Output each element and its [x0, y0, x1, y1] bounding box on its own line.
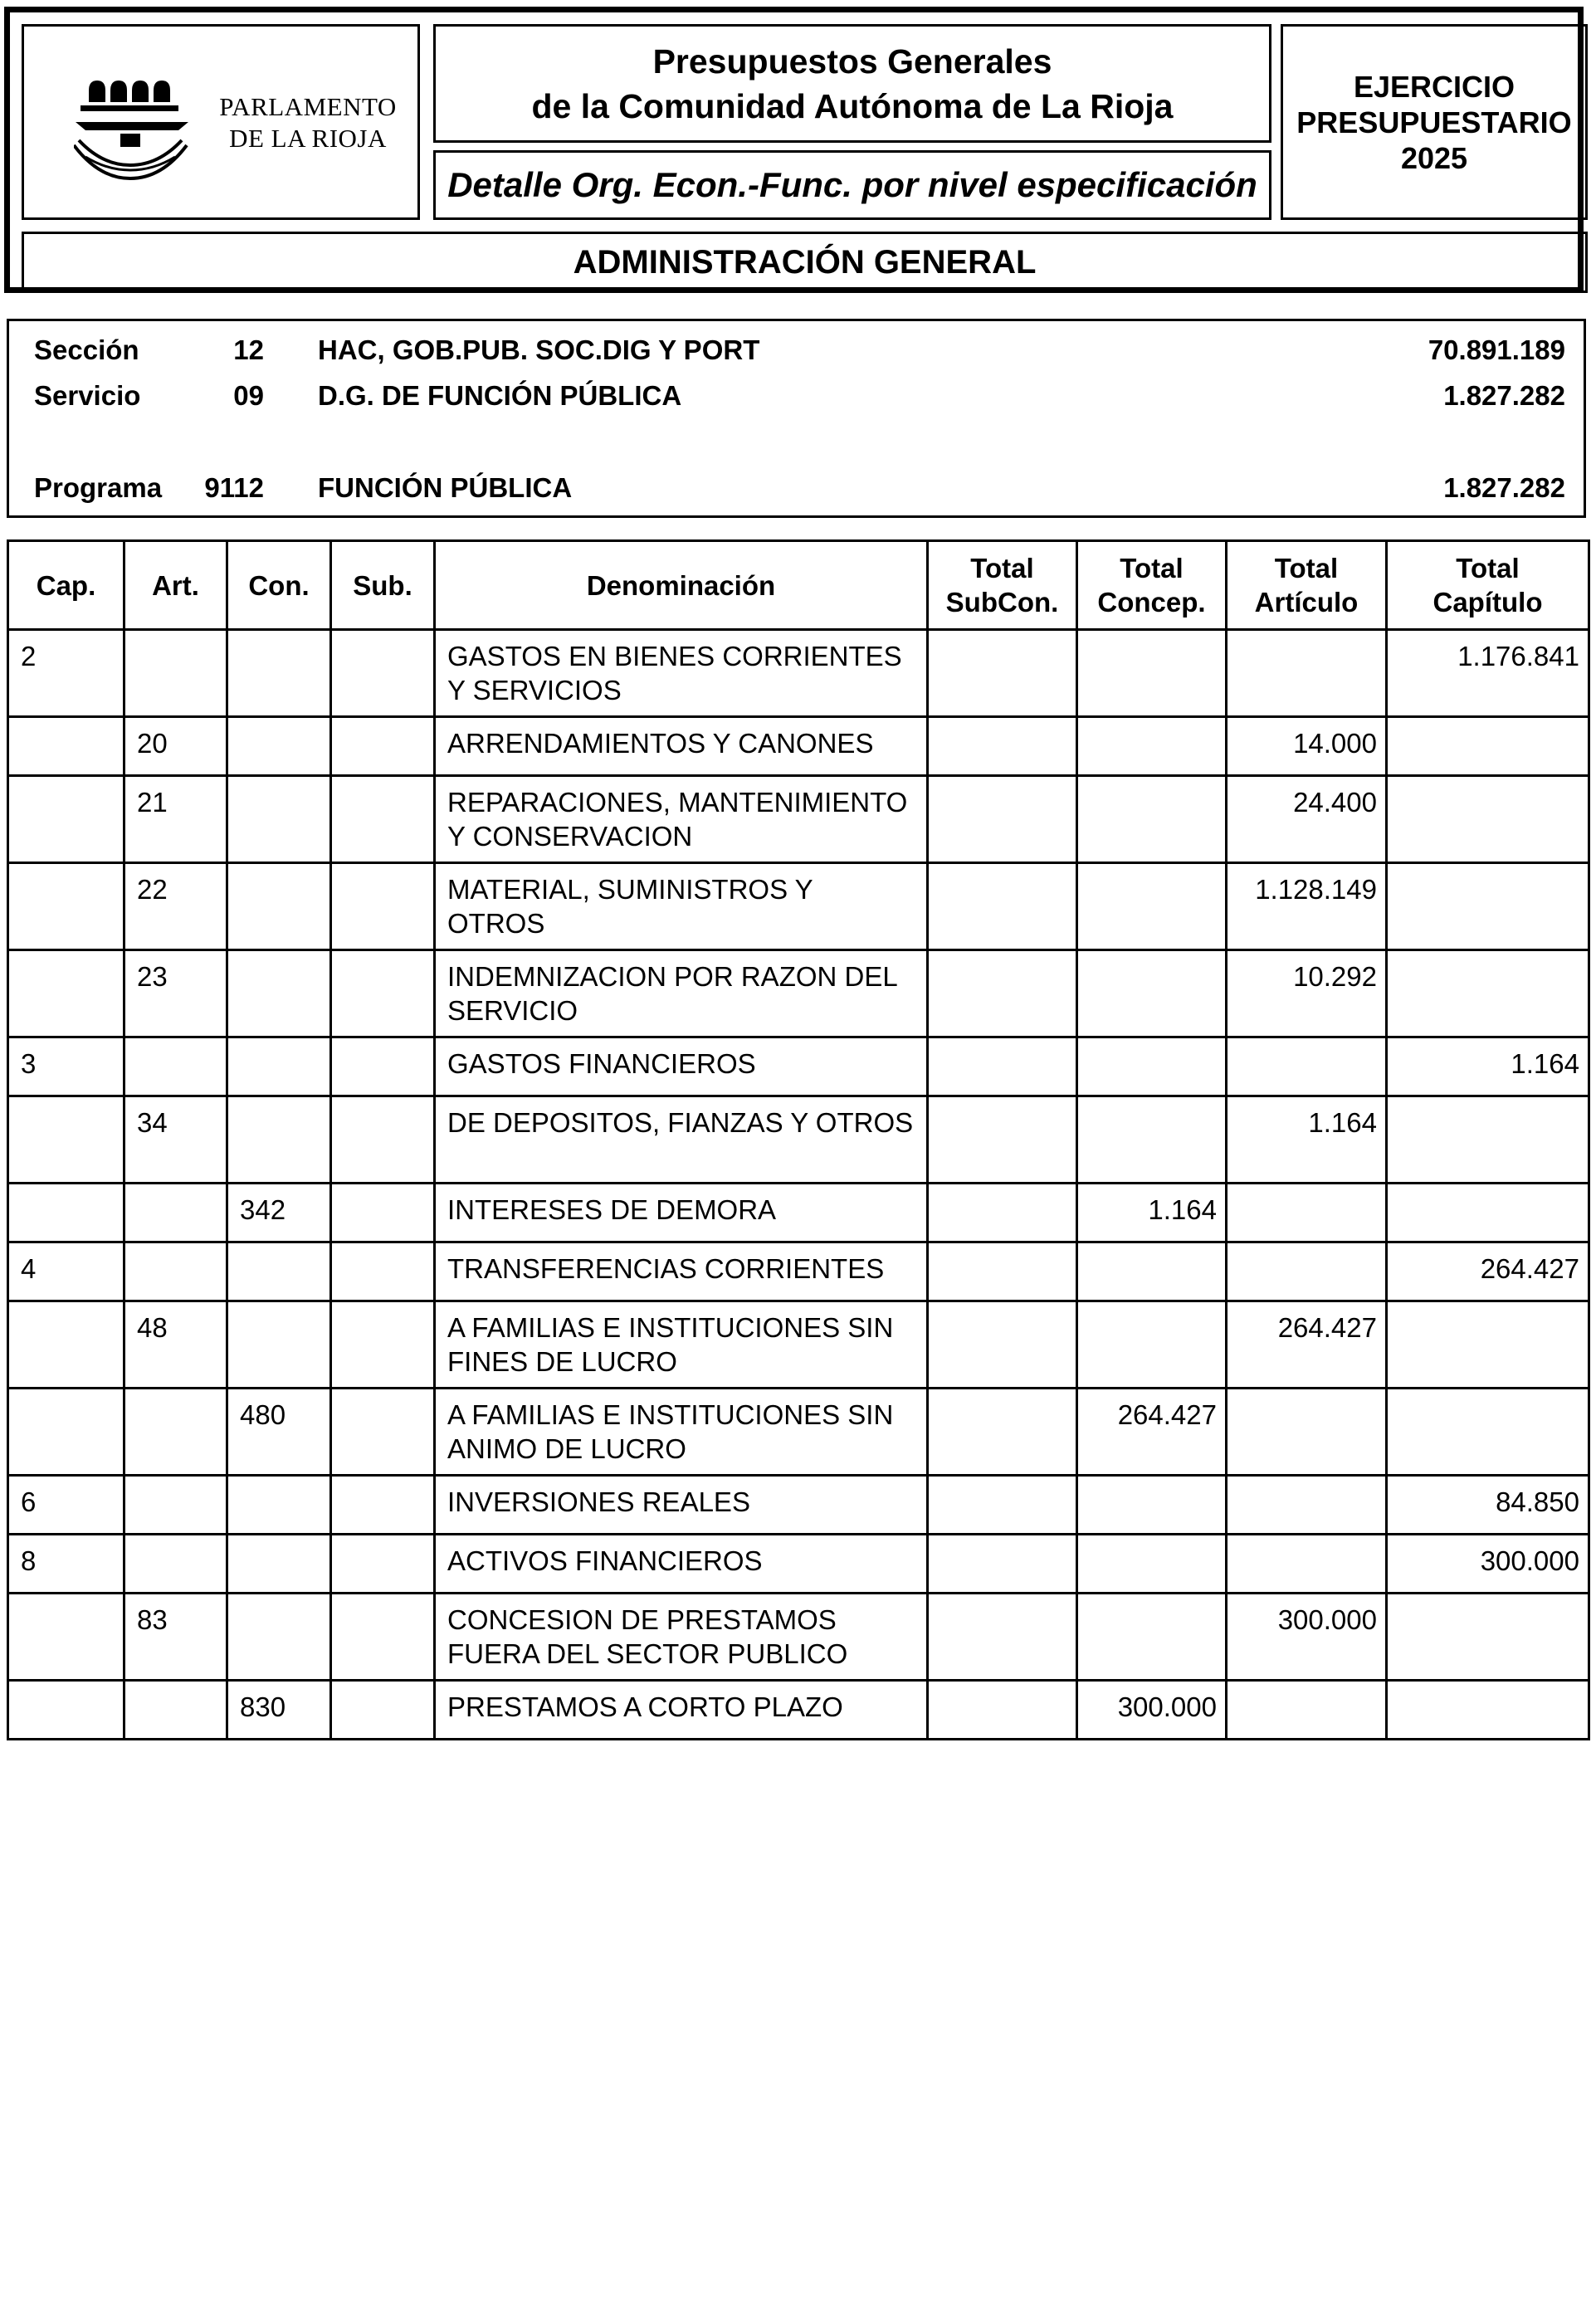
cell-con — [227, 776, 331, 863]
cell-con — [227, 1594, 331, 1681]
cell-sub — [331, 1301, 435, 1389]
cell-total-concep: 1.164 — [1077, 1184, 1227, 1242]
cell-cap — [8, 1096, 124, 1184]
cell-total-concep — [1077, 950, 1227, 1037]
cell-total-subcon — [928, 1242, 1077, 1301]
cell-con — [227, 1242, 331, 1301]
table-row — [8, 1535, 1589, 1594]
cell-con — [227, 1037, 331, 1096]
cell-art: 22 — [124, 863, 227, 950]
cell-con: 830 — [227, 1681, 331, 1740]
program-info — [7, 319, 1586, 518]
document-header — [4, 7, 1584, 293]
table-row — [8, 1681, 1589, 1740]
cell-cap — [8, 950, 124, 1037]
header-total-concep-line-2: Concep. — [1097, 587, 1206, 617]
cell-denominacion: A FAMILIAS E INSTITUCIONES SIN FINES DE LUCRO — [435, 1301, 928, 1389]
cell-total-capitulo — [1387, 1301, 1589, 1389]
cell-total-concep — [1077, 863, 1227, 950]
header-total-subcon — [928, 541, 1077, 630]
cell-total-articulo — [1227, 1037, 1387, 1096]
cell-cap — [8, 1301, 124, 1389]
cell-total-articulo — [1227, 1184, 1387, 1242]
cell-art: 20 — [124, 717, 227, 776]
cell-art — [124, 1242, 227, 1301]
cell-total-capitulo: 264.427 — [1387, 1242, 1589, 1301]
cell-total-capitulo: 300.000 — [1387, 1535, 1589, 1594]
cell-cap: 2 — [8, 630, 124, 717]
cell-denominacion: MATERIAL, SUMINISTROS Y OTROS — [435, 863, 928, 950]
subtitle-text: Detalle Org. Econ.-Func. por nivel especificación — [447, 165, 1257, 204]
cell-total-subcon — [928, 1037, 1077, 1096]
cell-denominacion: REPARACIONES, MANTENIMIENTO Y CONSERVACION — [435, 776, 928, 863]
title-line-2: de la Comunidad Autónoma de La Rioja — [531, 86, 1174, 125]
logo-panel — [22, 24, 420, 220]
cell-total-capitulo — [1387, 1681, 1589, 1740]
cell-total-articulo — [1227, 1389, 1387, 1476]
cell-total-articulo: 264.427 — [1227, 1301, 1387, 1389]
table-row — [8, 630, 1589, 717]
cell-total-concep — [1077, 1476, 1227, 1535]
table-row — [8, 1037, 1589, 1096]
cell-denominacion: A FAMILIAS E INSTITUCIONES SIN ANIMO DE LUCRO — [435, 1389, 928, 1476]
logo-line-1: PARLAMENTO — [219, 92, 397, 121]
cell-total-subcon — [928, 1096, 1077, 1184]
cell-total-articulo: 300.000 — [1227, 1594, 1387, 1681]
cell-art — [124, 1389, 227, 1476]
cell-total-subcon — [928, 1389, 1077, 1476]
cell-sub — [331, 1242, 435, 1301]
servicio-label: Servicio — [34, 380, 141, 411]
cell-con — [227, 630, 331, 717]
table-row — [8, 1242, 1589, 1301]
cell-denominacion: ACTIVOS FINANCIEROS — [435, 1535, 928, 1594]
cell-total-articulo — [1227, 630, 1387, 717]
cell-cap — [8, 1184, 124, 1242]
cell-sub — [331, 950, 435, 1037]
header-total-capitulo — [1387, 541, 1589, 630]
cell-cap — [8, 1681, 124, 1740]
cell-denominacion: PRESTAMOS A CORTO PLAZO — [435, 1681, 928, 1740]
table-row — [8, 1184, 1589, 1242]
table-header-row — [8, 541, 1589, 630]
cell-sub — [331, 1096, 435, 1184]
cell-cap — [8, 863, 124, 950]
cell-total-subcon — [928, 1476, 1077, 1535]
cell-cap — [8, 1594, 124, 1681]
cell-total-concep — [1077, 776, 1227, 863]
cell-con — [227, 1301, 331, 1389]
programa-amount: 1.827.282 — [1443, 472, 1565, 503]
header-sub: Sub. — [331, 541, 435, 630]
cell-denominacion: ARRENDAMIENTOS Y CANONES — [435, 717, 928, 776]
cell-cap: 6 — [8, 1476, 124, 1535]
header-total-capitulo-line-1: Total — [1456, 553, 1520, 583]
cell-art: 21 — [124, 776, 227, 863]
administration-text: ADMINISTRACIÓN GENERAL — [573, 243, 1037, 281]
table-row — [8, 1594, 1589, 1681]
cell-total-capitulo: 84.850 — [1387, 1476, 1589, 1535]
cell-total-capitulo — [1387, 1389, 1589, 1476]
cell-con: 480 — [227, 1389, 331, 1476]
header-total-subcon-line-1: Total — [970, 553, 1034, 583]
budget-table — [7, 539, 1590, 1740]
cell-total-concep — [1077, 1301, 1227, 1389]
cell-con — [227, 1535, 331, 1594]
cell-art: 83 — [124, 1594, 227, 1681]
cell-total-concep — [1077, 1242, 1227, 1301]
cell-total-articulo: 10.292 — [1227, 950, 1387, 1037]
cell-art — [124, 1681, 227, 1740]
cell-total-subcon — [928, 1681, 1077, 1740]
document-title — [433, 24, 1271, 143]
cell-total-subcon — [928, 863, 1077, 950]
programa-name: FUNCIÓN PÚBLICA — [318, 472, 573, 503]
programa-row — [9, 472, 1584, 505]
table-row — [8, 863, 1589, 950]
cell-sub — [331, 1037, 435, 1096]
cell-total-articulo: 1.164 — [1227, 1096, 1387, 1184]
cell-sub — [331, 1184, 435, 1242]
table-row — [8, 950, 1589, 1037]
cell-denominacion: GASTOS FINANCIEROS — [435, 1037, 928, 1096]
cell-total-subcon — [928, 1301, 1077, 1389]
cell-art — [124, 630, 227, 717]
header-denominacion: Denominación — [435, 541, 928, 630]
cell-total-capitulo — [1387, 1594, 1589, 1681]
table-row — [8, 1389, 1589, 1476]
cell-total-capitulo — [1387, 863, 1589, 950]
cell-total-articulo: 1.128.149 — [1227, 863, 1387, 950]
cell-sub — [331, 1535, 435, 1594]
cell-con: 342 — [227, 1184, 331, 1242]
seccion-code: 12 — [233, 334, 264, 365]
cell-total-capitulo — [1387, 1184, 1589, 1242]
cell-sub — [331, 1594, 435, 1681]
cell-total-concep: 264.427 — [1077, 1389, 1227, 1476]
logo-text — [208, 91, 408, 154]
servicio-amount: 1.827.282 — [1443, 380, 1565, 411]
seccion-name: HAC, GOB.PUB. SOC.DIG Y PORT — [318, 334, 760, 365]
cell-art — [124, 1184, 227, 1242]
cell-total-capitulo: 1.164 — [1387, 1037, 1589, 1096]
header-art: Art. — [124, 541, 227, 630]
servicio-name: D.G. DE FUNCIÓN PÚBLICA — [318, 380, 682, 411]
cell-con — [227, 1096, 331, 1184]
cell-cap — [8, 776, 124, 863]
administration-banner — [22, 232, 1588, 293]
cell-denominacion: DE DEPOSITOS, FIANZAS Y OTROS — [435, 1096, 928, 1184]
cell-total-subcon — [928, 950, 1077, 1037]
cell-total-concep — [1077, 1535, 1227, 1594]
cell-total-capitulo: 1.176.841 — [1387, 630, 1589, 717]
document-subtitle — [433, 150, 1271, 220]
header-total-capitulo-line-2: Capítulo — [1432, 587, 1543, 617]
ejercicio-line-1: EJERCICIO — [1353, 69, 1515, 104]
cell-total-concep: 300.000 — [1077, 1681, 1227, 1740]
parliament-emblem-icon — [74, 72, 207, 188]
seccion-row — [9, 334, 1584, 368]
cell-con — [227, 1476, 331, 1535]
cell-total-concep — [1077, 1594, 1227, 1681]
cell-cap: 3 — [8, 1037, 124, 1096]
cell-total-subcon — [928, 776, 1077, 863]
servicio-row — [9, 380, 1584, 413]
cell-art: 34 — [124, 1096, 227, 1184]
header-total-concep-line-1: Total — [1120, 553, 1184, 583]
cell-total-subcon — [928, 1184, 1077, 1242]
cell-cap: 8 — [8, 1535, 124, 1594]
cell-total-articulo — [1227, 1242, 1387, 1301]
cell-total-articulo: 14.000 — [1227, 717, 1387, 776]
cell-cap — [8, 717, 124, 776]
header-total-articulo-line-1: Total — [1274, 553, 1339, 583]
logo-line-2: DE LA RIOJA — [229, 124, 387, 153]
ejercicio-year: 2025 — [1400, 140, 1468, 175]
table-row — [8, 1301, 1589, 1389]
cell-cap — [8, 1389, 124, 1476]
cell-con — [227, 717, 331, 776]
title-line-1: Presupuestos Generales — [652, 41, 1052, 81]
cell-con — [227, 863, 331, 950]
cell-total-subcon — [928, 1594, 1077, 1681]
cell-total-concep — [1077, 717, 1227, 776]
header-cap: Cap. — [8, 541, 124, 630]
header-con: Con. — [227, 541, 331, 630]
fiscal-year-panel — [1281, 24, 1588, 220]
cell-con — [227, 950, 331, 1037]
seccion-label: Sección — [34, 334, 139, 365]
cell-total-articulo — [1227, 1535, 1387, 1594]
cell-total-subcon — [928, 630, 1077, 717]
cell-art — [124, 1476, 227, 1535]
cell-total-concep — [1077, 1096, 1227, 1184]
cell-total-articulo — [1227, 1476, 1387, 1535]
cell-total-articulo — [1227, 1681, 1387, 1740]
cell-sub — [331, 776, 435, 863]
ejercicio-line-2: PRESUPUESTARIO — [1296, 105, 1572, 139]
cell-total-concep — [1077, 630, 1227, 717]
cell-art — [124, 1535, 227, 1594]
cell-denominacion: CONCESION DE PRESTAMOS FUERA DEL SECTOR PUBLICO — [435, 1594, 928, 1681]
cell-total-capitulo — [1387, 950, 1589, 1037]
cell-sub — [331, 717, 435, 776]
cell-art: 23 — [124, 950, 227, 1037]
cell-sub — [331, 630, 435, 717]
cell-sub — [331, 1681, 435, 1740]
table-row — [8, 1096, 1589, 1184]
header-total-subcon-line-2: SubCon. — [945, 587, 1059, 617]
cell-sub — [331, 1389, 435, 1476]
cell-sub — [331, 863, 435, 950]
programa-label: Programa — [34, 472, 163, 503]
cell-denominacion: TRANSFERENCIAS CORRIENTES — [435, 1242, 928, 1301]
cell-denominacion: INDEMNIZACION POR RAZON DEL SERVICIO — [435, 950, 928, 1037]
cell-total-subcon — [928, 1535, 1077, 1594]
cell-denominacion: GASTOS EN BIENES CORRIENTES Y SERVICIOS — [435, 630, 928, 717]
cell-denominacion: INTERESES DE DEMORA — [435, 1184, 928, 1242]
header-total-articulo — [1227, 541, 1387, 630]
cell-total-capitulo — [1387, 717, 1589, 776]
header-total-concep — [1077, 541, 1227, 630]
cell-art — [124, 1037, 227, 1096]
cell-total-subcon — [928, 717, 1077, 776]
cell-total-articulo: 24.400 — [1227, 776, 1387, 863]
cell-cap: 4 — [8, 1242, 124, 1301]
cell-total-concep — [1077, 1037, 1227, 1096]
cell-art: 48 — [124, 1301, 227, 1389]
programa-code: 9112 — [204, 472, 264, 503]
table-row — [8, 1476, 1589, 1535]
header-total-articulo-line-2: Artículo — [1254, 587, 1359, 617]
cell-total-capitulo — [1387, 776, 1589, 863]
table-row — [8, 776, 1589, 863]
servicio-code: 09 — [233, 380, 264, 411]
cell-sub — [331, 1476, 435, 1535]
seccion-amount: 70.891.189 — [1428, 334, 1565, 365]
cell-total-capitulo — [1387, 1096, 1589, 1184]
table-row — [8, 717, 1589, 776]
cell-denominacion: INVERSIONES REALES — [435, 1476, 928, 1535]
